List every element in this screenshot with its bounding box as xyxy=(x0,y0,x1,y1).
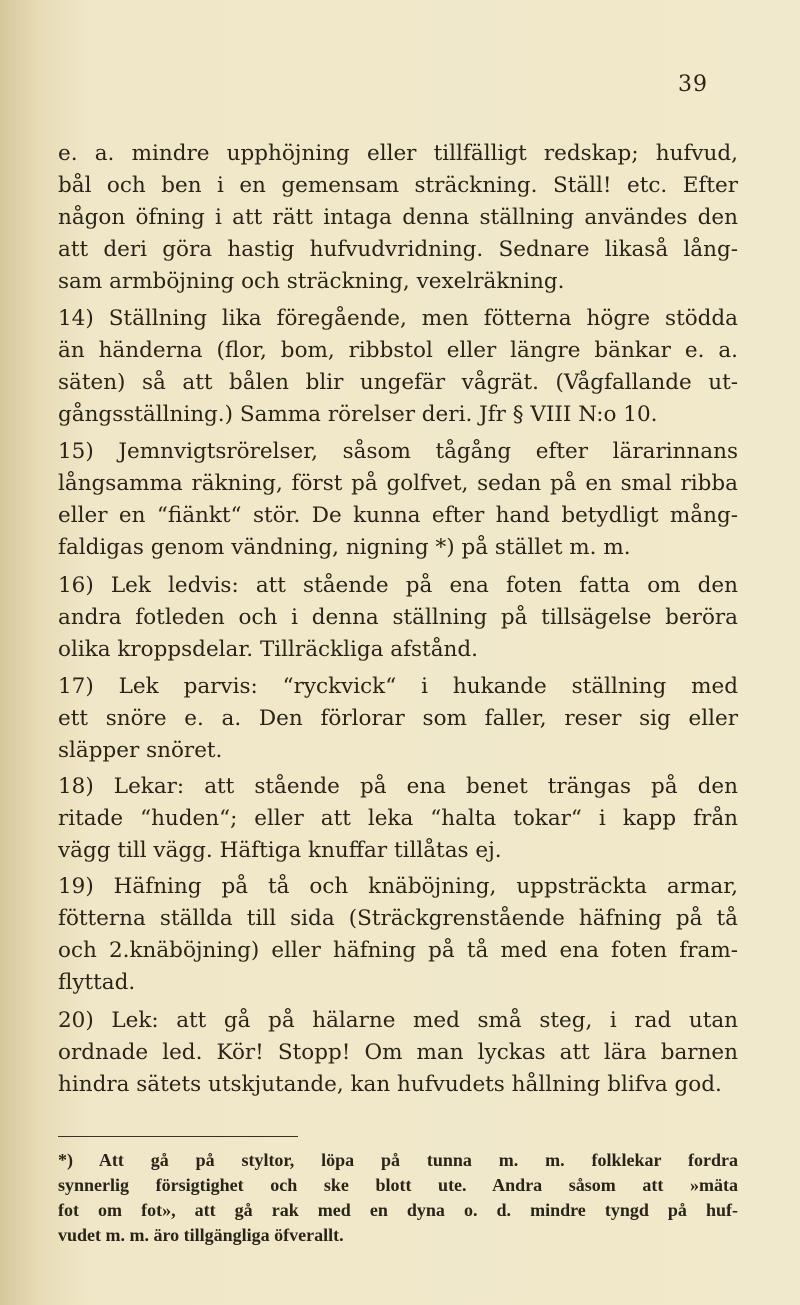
text-line: faldigas genom vändning, nigning *) på stället m. m. xyxy=(58,535,631,560)
text-line: släpper snöret. xyxy=(58,738,223,763)
paragraph-18 xyxy=(58,771,738,867)
text-line: 19) Häfning på tå och knäböjning, uppsträckta armar, xyxy=(58,874,738,899)
text-line: olika kroppsdelar. Tillräckliga afstånd. xyxy=(58,637,478,662)
text-line: säten) så att bålen blir ungefär vågrät. (Vågfallande ut- xyxy=(58,370,738,395)
footnote-divider xyxy=(58,1136,298,1137)
text-line: andra fotleden och i denna ställning på tillsägelse beröra xyxy=(58,605,738,630)
paragraph-intro xyxy=(58,138,738,298)
footnote xyxy=(58,1148,738,1248)
text-line: eller en “fiänkt“ stör. De kunna efter hand betydligt mång- xyxy=(58,503,738,528)
paragraph-15 xyxy=(58,436,738,564)
paragraph-17 xyxy=(58,671,738,767)
text-line: 16) Lek ledvis: att stående på ena foten fatta om den xyxy=(58,573,738,598)
paragraph-19 xyxy=(58,871,738,999)
text-line: än händerna (flor, bom, ribbstol eller längre bänkar e. a. xyxy=(58,338,738,363)
text-line: 18) Lekar: att stående på ena benet trängas på den xyxy=(58,774,738,799)
text-line: vägg till vägg. Häftiga knuffar tillåtas ej. xyxy=(58,838,502,863)
text-line: flyttad. xyxy=(58,970,136,995)
text-line: 17) Lek parvis: “ryckvick“ i hukande ställning med xyxy=(58,674,738,699)
text-line: 15) Jemnvigtsrörelser, såsom tågång efter lärarinnans xyxy=(58,439,738,464)
footnote-line: *) Att gå på styltor, löpa på tunna m. m. folklekar fordra xyxy=(58,1150,738,1170)
paragraph-14 xyxy=(58,303,738,431)
footnote-line: vudet m. m. äro tillgängliga öfverallt. xyxy=(58,1225,344,1245)
text-line: någon öfning i att rätt intaga denna ställning användes den xyxy=(58,205,738,230)
footnote-line: synnerlig försigtighet och ske blott ute. Andra såsom att »mäta xyxy=(58,1175,738,1195)
text-line: e. a. mindre upphöjning eller tillfälligt redskap; hufvud, xyxy=(58,141,738,166)
text-line: ett snöre e. a. Den förlorar som faller, reser sig eller xyxy=(58,706,738,731)
text-line: ritade “huden“; eller att leka “halta tokar“ i kapp från xyxy=(58,806,738,831)
text-line: hindra sätets utskjutande, kan hufvudets hållning blifva god. xyxy=(58,1072,722,1097)
text-line: sam armböjning och sträckning, vexelräkning. xyxy=(58,269,565,294)
text-line: att deri göra hastig hufvudvridning. Sednare likaså lång- xyxy=(58,237,738,262)
footnote-line: fot om fot», att gå rak med en dyna o. d. mindre tyngd på huf- xyxy=(58,1200,738,1220)
paragraph-16 xyxy=(58,570,738,666)
page-number: 39 xyxy=(678,72,708,97)
text-line: ordnade led. Kör! Stopp! Om man lyckas att lära barnen xyxy=(58,1040,738,1065)
text-line: bål och ben i en gemensam sträckning. Ställ! etc. Efter xyxy=(58,173,738,198)
text-line: fötterna ställda till sida (Sträckgrenstående häfning på tå xyxy=(58,906,738,931)
text-line: 20) Lek: att gå på hälarne med små steg, i rad utan xyxy=(58,1008,738,1033)
text-line: långsamma räkning, först på golfvet, sedan på en smal ribba xyxy=(58,471,738,496)
text-line: gångsställning.) Samma rörelser deri. Jfr § VIII N:o 10. xyxy=(58,402,658,427)
text-line: 14) Ställning lika föregående, men fötterna högre stödda xyxy=(58,306,738,331)
paragraph-20 xyxy=(58,1005,738,1101)
text-line: och 2.knäböjning) eller häfning på tå med ena foten fram- xyxy=(58,938,738,963)
